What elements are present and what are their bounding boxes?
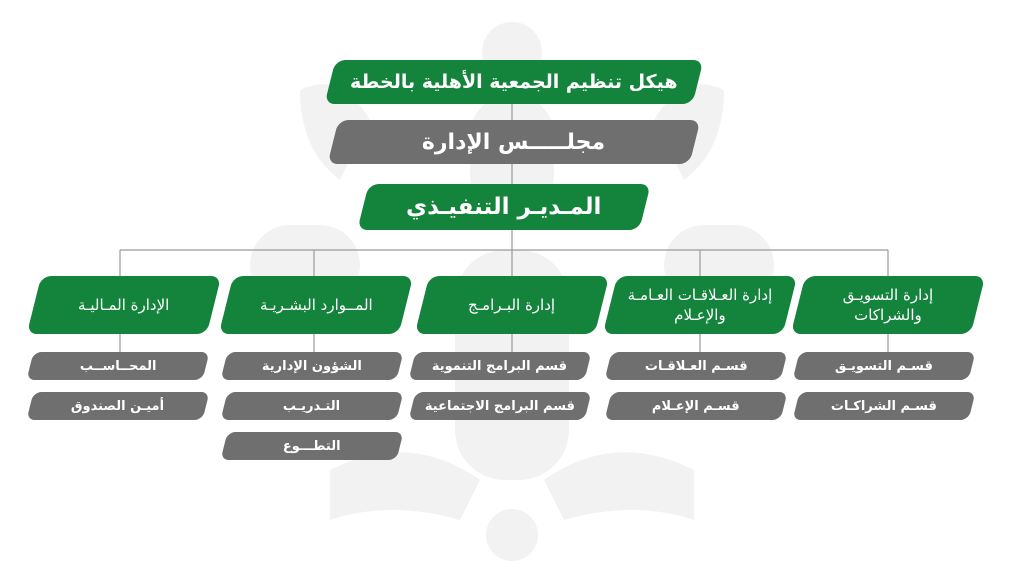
- dept-human-resources: المــوارد البشـريـة: [219, 276, 413, 334]
- dept-finance: الإدارة المـاليـة: [27, 276, 221, 334]
- dept-programs: إدارة البـرامـج: [415, 276, 609, 334]
- dept-marketing-partnerships: إدارة التسويـق والشراكات: [791, 276, 985, 334]
- sub-partnerships: قسـم الشراكـات: [793, 392, 976, 420]
- board-of-directors-box: مجلـــــس الإدارة: [328, 120, 701, 164]
- dept-public-relations-media: إدارة العـلاقـات العـامـة والإعـلام: [603, 276, 797, 334]
- sub-accountant: المحــاســب: [27, 352, 210, 380]
- executive-director-box: المـديـر التنفيـذي: [357, 184, 650, 230]
- sub-development-programs: قسم البرامج التنموية: [409, 352, 592, 380]
- sub-media: قسـم الإعـلام: [605, 392, 788, 420]
- sub-relations: قسـم العـلاقـات: [605, 352, 788, 380]
- sub-training: التـدريـب: [221, 392, 404, 420]
- sub-administrative-affairs: الشؤون الإدارية: [221, 352, 404, 380]
- sub-social-programs: قسم البرامج الاجتماعية: [409, 392, 592, 420]
- sub-volunteering: التطـــوع: [221, 432, 404, 460]
- sub-treasurer: أميـن الصندوق: [27, 392, 210, 420]
- chart-title: هيكل تنظيم الجمعية الأهلية بالخطة: [325, 60, 704, 104]
- sub-marketing: قسـم التسويـق: [793, 352, 976, 380]
